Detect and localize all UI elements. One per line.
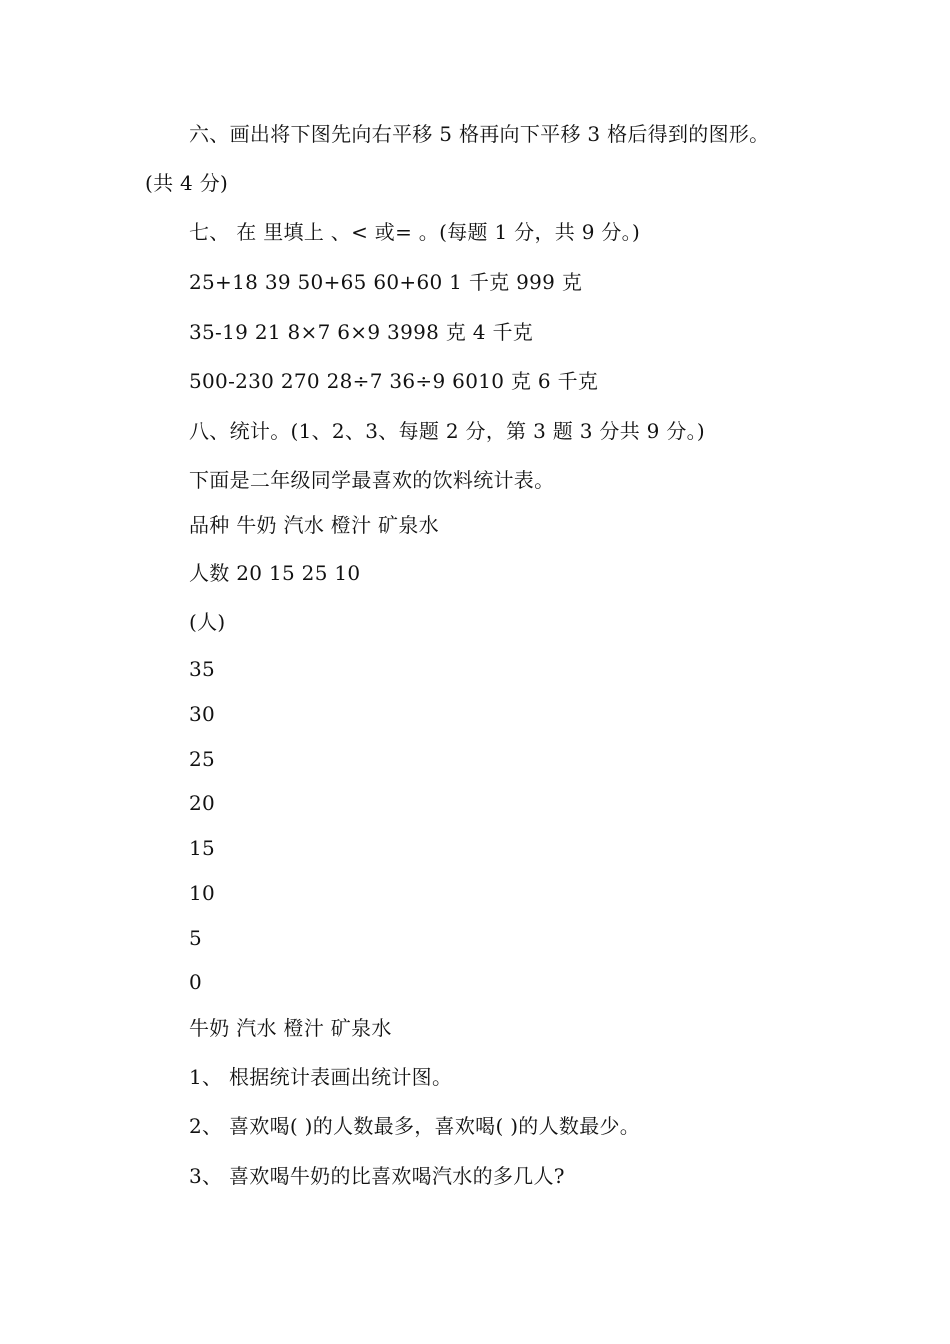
axis-tick-25: 25 [189, 747, 216, 771]
section-eight-heading: 八、统计。(1、2、3、每题 2 分，第 3 题 3 分共 9 分。) [189, 419, 706, 443]
question-3: 3、 喜欢喝牛奶的比喜欢喝汽水的多几人? [189, 1164, 565, 1188]
question-1: 1、 根据统计表画出统计图。 [189, 1065, 453, 1089]
table-row-count: 人数 20 15 25 10 [189, 561, 361, 585]
axis-tick-35: 35 [189, 657, 216, 681]
table-intro: 下面是二年级同学最喜欢的饮料统计表。 [189, 468, 555, 492]
axis-tick-15: 15 [189, 836, 216, 860]
axis-tick-30: 30 [189, 702, 216, 726]
axis-tick-0: 0 [189, 970, 203, 994]
section-six-heading: 六、画出将下图先向右平移 5 格再向下平移 3 格后得到的图形。 [189, 122, 770, 146]
section-six-points: (共 4 分) [145, 171, 229, 195]
axis-tick-10: 10 [189, 881, 216, 905]
axis-tick-5: 5 [189, 926, 203, 950]
axis-unit-label: (人) [189, 610, 226, 634]
compare-row-2: 35-19 21 8×7 6×9 3998 克 4 千克 [189, 320, 534, 344]
compare-row-1: 25+18 39 50+65 60+60 1 千克 999 克 [189, 270, 583, 294]
axis-category-labels: 牛奶 汽水 橙汁 矿泉水 [189, 1016, 392, 1040]
question-2: 2、 喜欢喝( )的人数最多，喜欢喝( )的人数最少。 [189, 1114, 641, 1138]
axis-tick-20: 20 [189, 791, 216, 815]
table-row-category: 品种 牛奶 汽水 橙汁 矿泉水 [189, 513, 439, 537]
section-seven-heading: 七、 在 里填上 、< 或= 。(每题 1 分，共 9 分。) [189, 220, 641, 244]
compare-row-3: 500-230 270 28÷7 36÷9 6010 克 6 千克 [189, 369, 599, 393]
